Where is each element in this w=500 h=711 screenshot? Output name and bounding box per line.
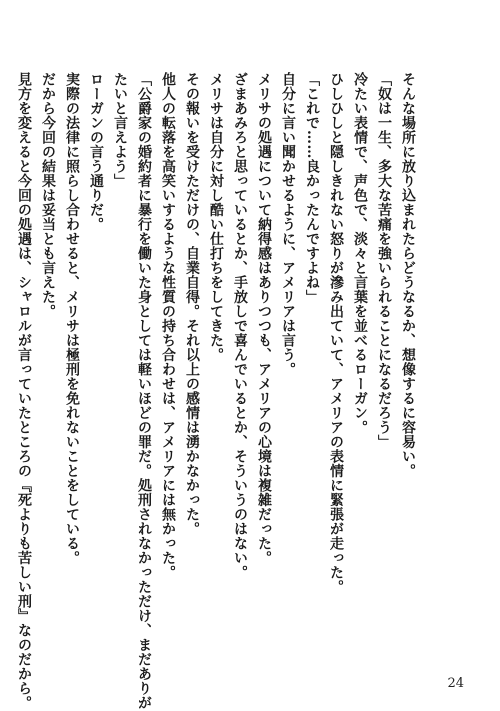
text-line: その報いを受けただけの、自業自得。それ以上の感情は湧かなかった。 <box>184 72 200 536</box>
text-line: たいと言えよう」 <box>112 72 128 188</box>
text-line: メリサは自分に対し酷い仕打ちをしてきた。 <box>208 72 224 362</box>
page-number: 24 <box>447 676 464 691</box>
text-line: 他人の転落を高笑いするような性質の持ち合わせは、アメリアには無かった。 <box>160 72 176 580</box>
text-line: 自分に言い聞かせるように、アメリアは言う。 <box>280 72 296 377</box>
text-line: 「奴は一生、多大な苦痛を強いられることになるだろう」 <box>376 72 392 449</box>
text-line: 見方を変えると今回の処遇は、シャロルが言っていたところの『死よりも苦しい刑』なのだから。 <box>16 72 32 710</box>
text-line: ひしひしと隠しきれない怒りが滲み出ていて、アメリアの表情に緊張が走った。 <box>328 72 344 594</box>
text-line: メリサの処遇について納得感はありつつも、アメリアの心境は複雑だった。 <box>256 72 272 565</box>
text-line: 実際の法律に照らし合わせると、メリサは極刑を免れないことをしている。 <box>64 72 80 565</box>
text-line: そんな場所に放り込まれたらどうなるか、想像するに容易い。 <box>400 72 416 478</box>
vertical-text-body <box>12 72 420 710</box>
text-line: ざまあみろと思っているとか、手放しで喜んでいるとか、そういうのはない。 <box>232 72 248 580</box>
text-line: だから今回の結果は妥当とも言えた。 <box>40 72 56 319</box>
text-line: 「公爵家の婚約者に暴行を働いた身としては軽いほどの罪だ。処刑されなかっただけ、まだありが <box>136 72 152 710</box>
text-line: 冷たい表情で、声色で、淡々と言葉を並べるローガン。 <box>352 72 368 435</box>
text-line: 「これで……良かったんですよね」 <box>304 72 320 304</box>
text-line: ローガンの言う通りだ。 <box>88 72 104 232</box>
